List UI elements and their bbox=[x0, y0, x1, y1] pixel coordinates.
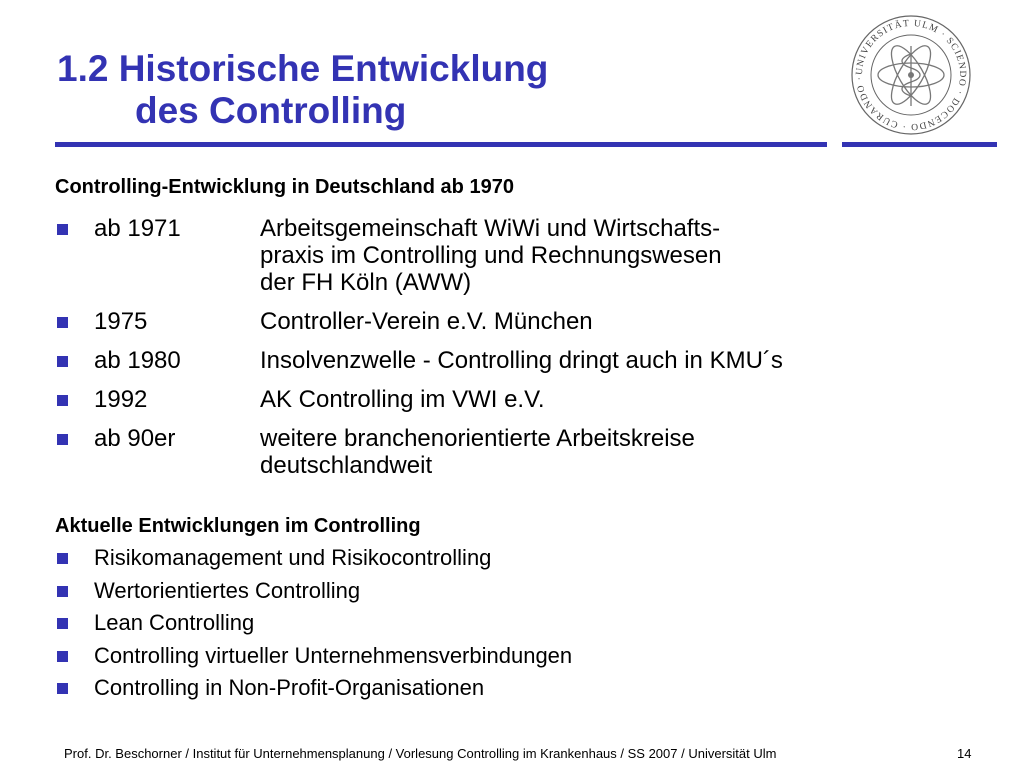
square-bullet-icon bbox=[57, 356, 68, 367]
university-seal-icon bbox=[850, 14, 972, 136]
timeline-item bbox=[55, 347, 955, 374]
list-item-text: Wertorientiertes Controlling bbox=[94, 577, 361, 603]
timeline-year: 1992 bbox=[94, 386, 148, 413]
list-item bbox=[55, 675, 955, 701]
timeline-year: ab 90er bbox=[94, 425, 176, 452]
logo-divider bbox=[842, 142, 997, 147]
current-developments-list bbox=[55, 545, 955, 708]
square-bullet-icon bbox=[57, 317, 68, 328]
section-heading-current: Aktuelle Entwicklungen im Controlling bbox=[55, 515, 421, 537]
list-item bbox=[55, 578, 955, 604]
square-bullet-icon bbox=[57, 395, 68, 406]
square-bullet-icon bbox=[57, 651, 68, 662]
timeline-item bbox=[55, 425, 955, 479]
timeline-text: Controller-Verein e.V. München bbox=[260, 308, 593, 335]
slide-title-line2: des Controlling bbox=[135, 90, 407, 131]
square-bullet-icon bbox=[57, 683, 68, 694]
square-bullet-icon bbox=[57, 434, 68, 445]
list-item bbox=[55, 610, 955, 636]
slide-title-line1: 1.2 Historische Entwicklung bbox=[57, 48, 549, 89]
timeline-list bbox=[55, 215, 955, 491]
square-bullet-icon bbox=[57, 618, 68, 629]
section-heading-germany: Controlling-Entwicklung in Deutschland ab 1970 bbox=[55, 176, 514, 198]
title-divider bbox=[55, 142, 827, 147]
square-bullet-icon bbox=[57, 586, 68, 597]
list-item-text: Controlling in Non-Profit-Organisationen bbox=[94, 675, 485, 701]
timeline-text: weitere branchenorientierte Arbeitskreise deutschlandweit bbox=[260, 425, 695, 479]
timeline-item bbox=[55, 215, 955, 296]
timeline-item bbox=[55, 386, 955, 413]
list-item-text: Controlling virtueller Unternehmensverbindungen bbox=[94, 642, 573, 668]
timeline-text: Insolvenzwelle - Controlling dringt auch in KMU´s bbox=[260, 347, 783, 374]
timeline-item bbox=[55, 308, 955, 335]
slide-title bbox=[57, 48, 548, 132]
square-bullet-icon bbox=[57, 553, 68, 564]
timeline-year: ab 1971 bbox=[94, 215, 181, 242]
timeline-text: AK Controlling im VWI e.V. bbox=[260, 386, 545, 413]
seal-ring-text: UNIVERSITÄT ULM · SCIENDO · DOCENDO · CURANDO · bbox=[854, 18, 968, 132]
list-item bbox=[55, 643, 955, 669]
page-number: 14 bbox=[957, 746, 972, 761]
timeline-year: 1975 bbox=[94, 308, 148, 335]
list-item-text: Risikomanagement und Risikocontrolling bbox=[94, 545, 492, 570]
timeline-year: ab 1980 bbox=[94, 347, 181, 374]
footer-text: Prof. Dr. Beschorner / Institut für Unternehmensplanung / Vorlesung Controlling im Krankenhaus / SS 2007 / Universität Ulm bbox=[64, 746, 777, 761]
timeline-text: Arbeitsgemeinschaft WiWi und Wirtschafts- praxis im Controlling und Rechnungswesen der FH Köln (AWW) bbox=[260, 215, 722, 296]
list-item bbox=[55, 545, 955, 571]
list-item-text: Lean Controlling bbox=[94, 610, 255, 636]
square-bullet-icon bbox=[57, 224, 68, 235]
